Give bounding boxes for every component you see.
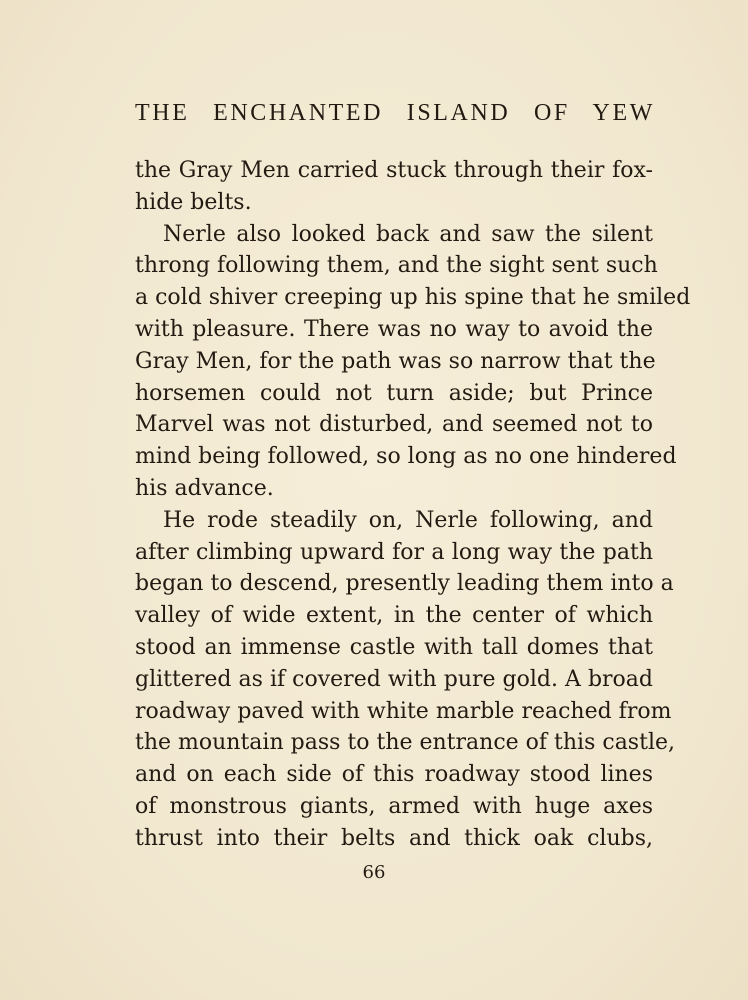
text-line: of monstrous giants, armed with huge axes — [135, 793, 653, 819]
text-line: valley of wide extent, in the center of which — [135, 603, 653, 629]
text-line: roadway paved with white marble reached from — [135, 698, 672, 724]
body-text — [135, 155, 691, 855]
text-line: a cold shiver creeping up his spine that he smiled — [135, 285, 691, 311]
text-line: Nerle also looked back and saw the silent — [163, 221, 653, 247]
text-line: thrust into their belts and thick oak clubs, — [135, 825, 653, 851]
text-line: mind being followed, so long as no one hindered — [135, 444, 677, 470]
text-line: throng following them, and the sight sent such — [135, 253, 658, 279]
text-line: and on each side of this roadway stood lines — [135, 762, 653, 788]
page-number: 66 — [362, 862, 386, 883]
text-line: Marvel was not disturbed, and seemed not to — [135, 412, 653, 438]
text-line: the mountain pass to the entrance of this castle, — [135, 730, 675, 756]
text-line: with pleasure. There was no way to avoid the — [135, 316, 653, 342]
text-line: He rode steadily on, Nerle following, and — [163, 507, 653, 533]
text-line: the Gray Men carried stuck through their fox- — [135, 158, 653, 183]
text-line: hide belts. — [135, 189, 252, 215]
text-line: horsemen could not turn aside; but Prince — [135, 380, 653, 406]
text-line: glittered as if covered with pure gold. A broad — [135, 666, 653, 692]
text-line: Gray Men, for the path was so narrow that the — [135, 348, 656, 374]
text-line: stood an immense castle with tall domes that — [135, 634, 653, 660]
text-line: began to descend, presently leading them into a — [135, 571, 674, 597]
running-header: THE ENCHANTED ISLAND OF YEW — [135, 100, 655, 126]
text-line: after climbing upward for a long way the path — [135, 539, 653, 565]
text-line: his advance. — [135, 475, 274, 501]
